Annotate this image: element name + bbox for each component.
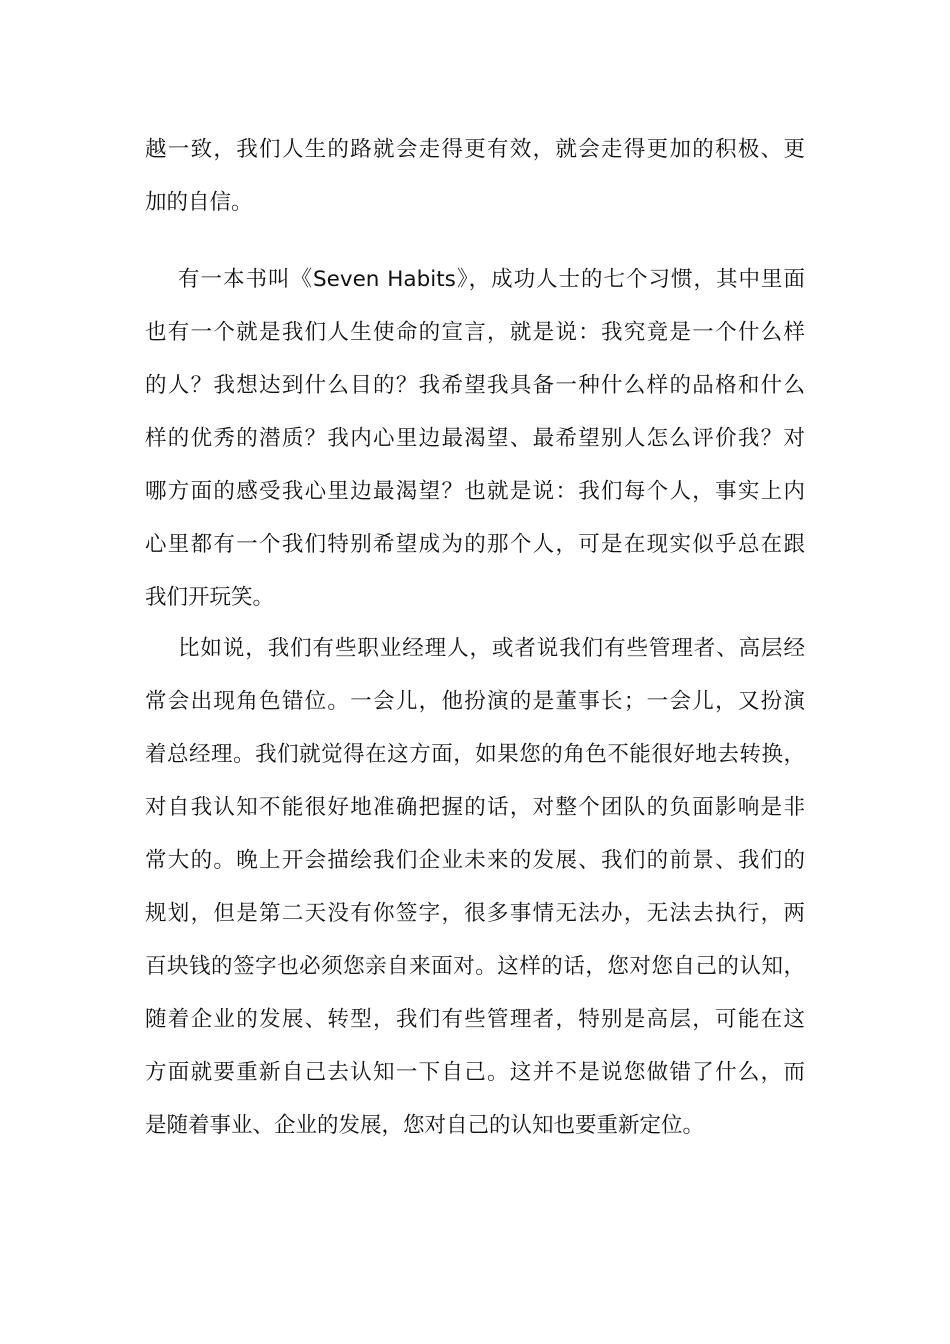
text-line: 有一本书叫《Seven Habits》，成功人士的七个习惯，其中里面 (178, 267, 805, 292)
paragraph-3 (145, 634, 805, 1164)
text-line: 百块钱的签字也必须您亲自来面对。这样的话，您对您自己的认知， (145, 954, 805, 979)
text-line: 方面就要重新自己去认知一下自己。这并不是说您做错了什么，而 (145, 1060, 805, 1085)
text-line: 常大的。晚上开会描绘我们企业未来的发展、我们的前景、我们的 (145, 848, 805, 873)
text-line: 随着企业的发展、转型，我们有些管理者，特别是高层，可能在这 (145, 1007, 805, 1032)
text-line: 样的优秀的潜质？我内心里边最渴望、最希望别人怎么评价我？对 (145, 426, 805, 451)
text-line: 的人？我想达到什么目的？我希望我具备一种什么样的品格和什么 (145, 373, 805, 398)
text-line: 规划，但是第二天没有你签字，很多事情无法办，无法去执行，两 (145, 901, 805, 926)
text-line: 心里都有一个我们特别希望成为的那个人，可是在现实似乎总在跟 (145, 532, 805, 557)
text-line: 是随着事业、企业的发展，您对自己的认知也要重新定位。 (145, 1113, 705, 1138)
text-line: 我们开玩笑。 (145, 585, 275, 610)
text-line: 比如说，我们有些职业经理人，或者说我们有些管理者、高层经 (178, 636, 805, 661)
paragraph-2 (145, 265, 805, 636)
text-line: 加的自信。 (145, 190, 253, 215)
text-line: 常会出现角色错位。一会儿，他扮演的是董事长；一会儿，又扮演 (145, 689, 805, 714)
text-line: 着总经理。我们就觉得在这方面，如果您的角色不能很好地去转换， (145, 742, 805, 767)
text-line: 对自我认知不能很好地准确把握的话，对整个团队的负面影响是非 (145, 795, 805, 820)
paragraph-1 (145, 135, 805, 241)
text-line: 哪方面的感受我心里边最渴望？也就是说：我们每个人，事实上内 (145, 479, 805, 504)
text-line: 也有一个就是我们人生使命的宣言，就是说：我究竟是一个什么样 (145, 320, 805, 345)
text-line: 越一致，我们人生的路就会走得更有效，就会走得更加的积极、更 (145, 137, 805, 162)
